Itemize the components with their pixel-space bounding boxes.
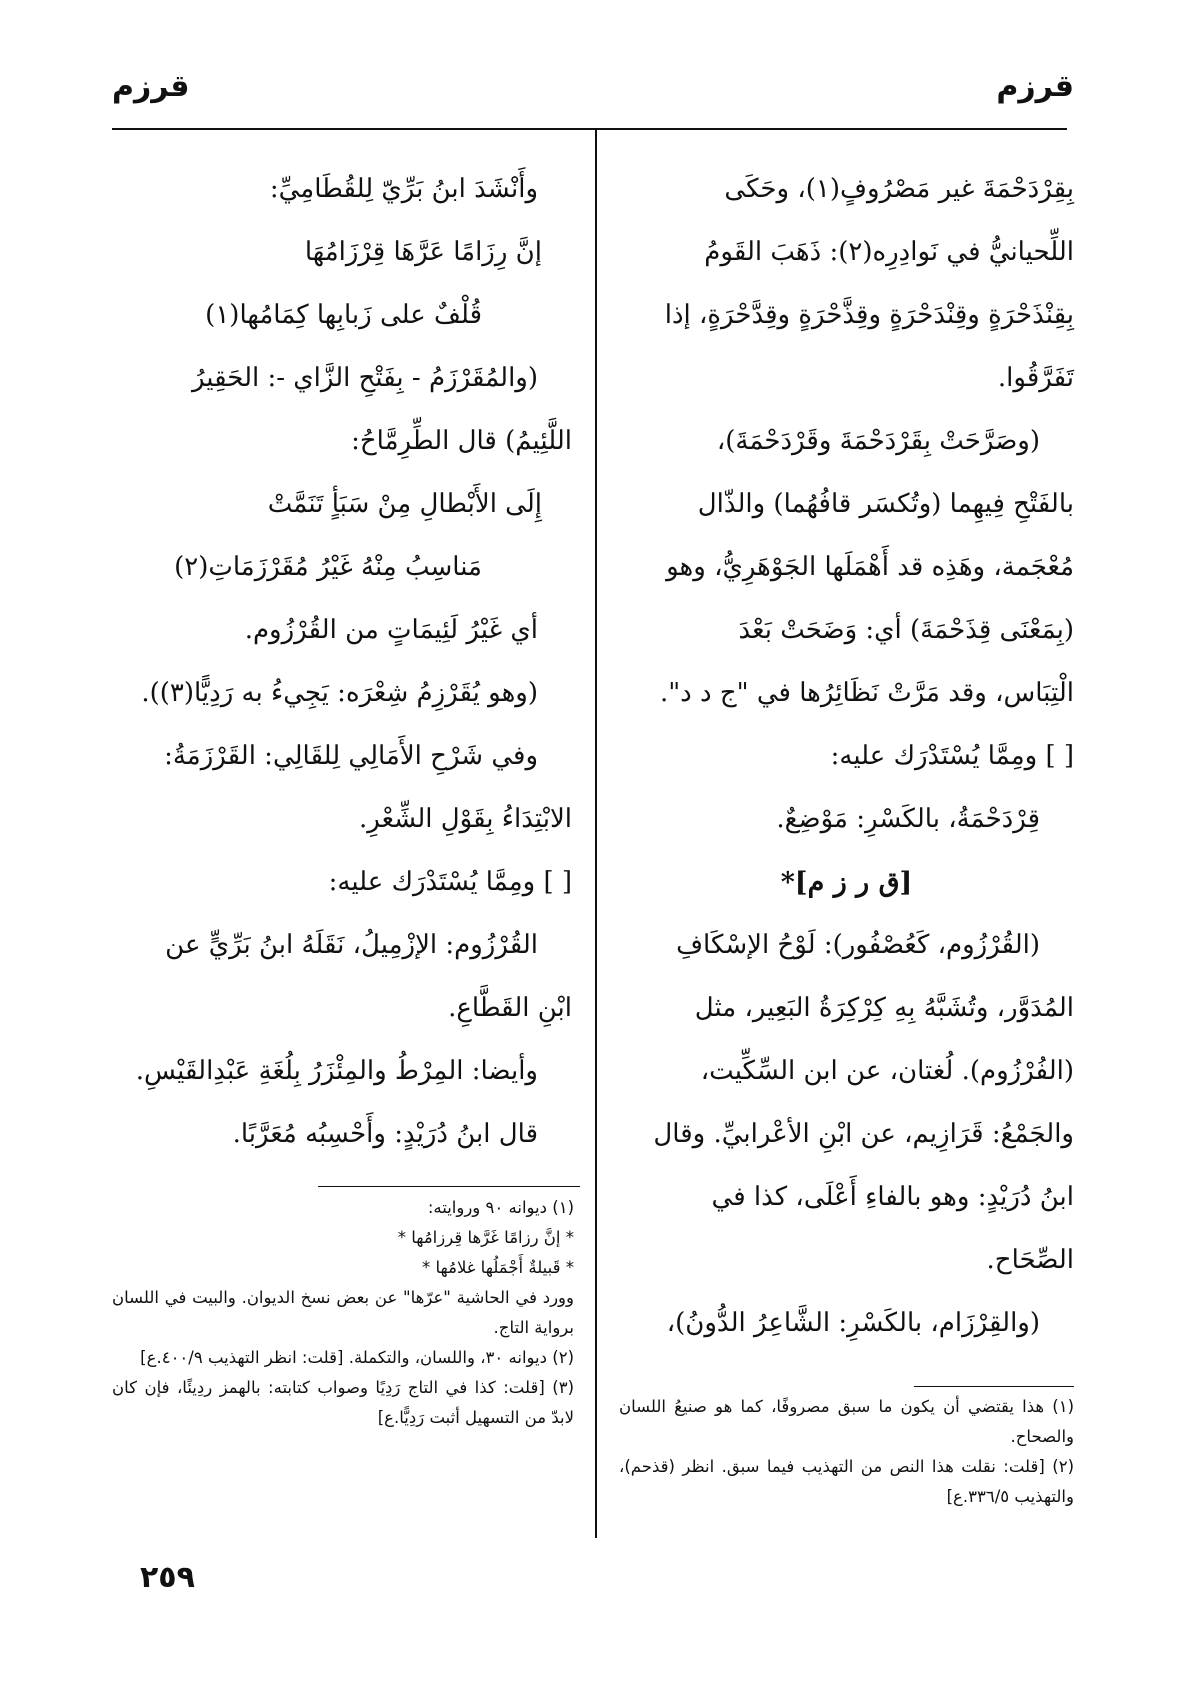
text-line: وفي شَرْحِ الأَمَالِي لِلقَالِي: القَرْزَمَةُ:: [164, 741, 538, 771]
text-line: قِرْدَحْمَةُ، بالكَسْرِ: مَوْضِعٌ.: [776, 804, 1040, 834]
text-line: اللِّحيانيُّ في نَوادِرِه(٢): ذَهَبَ القَومُ: [704, 237, 1074, 267]
text-line: الصِّحَاح.: [986, 1245, 1074, 1275]
text-line: (بِمَعْنَى قِذَحْمَةَ) أي: وَضَحَتْ بَعْدَ: [738, 615, 1074, 645]
footnote: * إنَّ رزامًا غَرَّها قِرزامُها *: [397, 1228, 574, 1247]
text-line: (وصَرَّحَتْ بِقَرْدَحْمَةَ وقَرْدَحْمَةَ)،: [716, 426, 1040, 456]
text-line: الْتِبَاس، وقد مَرَّتْ نَظَائِرُها في "ج د د".: [659, 678, 1074, 708]
verse-line: إنَّ رِزَامًا عَرَّهَا قِرْزَامُهَا: [304, 237, 542, 267]
text-line: (وهو يُقَرْزِمُ شِعْرَه: يَجِيءُ به رَدِيًّا(٣)).: [141, 678, 538, 708]
footnote-rule-right: [914, 1386, 1074, 1387]
footnotes-right: [619, 1392, 1074, 1512]
right-column: [619, 158, 1074, 1355]
text-line: ابنُ دُرَيْدٍ: وهو بالفاءِ أَعْلَى، كذا في: [711, 1182, 1074, 1212]
text-line: بِقِنْذَحْرَةٍ وقِنْدَحْرَةٍ وقِذَّحْرَةٍ وقِدَّحْرَةٍ، إذا: [664, 300, 1074, 330]
footnote: (٣) [قلت: كذا في التاج رَدِيًا وصواب كتابته: بالهمز ردِيئًا، فإن كان لابدّ من التسهيل أثبت رَدِيًّا.ع]: [112, 1378, 574, 1427]
text-line: وأيضا: المِرْطُ والمِئْزَرُ بِلُغَةِ عَبْدِالقَيْسِ.: [135, 1056, 538, 1086]
footnote: (٢) ديوانه ٣٠، واللسان، والتكملة. [قلت: انظر التهذيب ٤٠٠/٩.ع]: [140, 1348, 574, 1367]
footnotes-left: [112, 1193, 574, 1433]
text-line: [ ] ومِمَّا يُسْتَدْرَك عليه:: [328, 867, 572, 897]
header-rule: [112, 128, 1067, 130]
text-line: (والقِرْزَام، بالكَسْرِ: الشَّاعِرُ الدُّونُ)،: [666, 1308, 1040, 1338]
text-line: ابْنِ القَطَّاعِ.: [448, 993, 572, 1023]
text-line: مُعْجَمة، وهَذِه قد أَهْمَلَها الجَوْهَرِيُّ، وهو: [666, 552, 1074, 582]
text-line: الابْتِدَاءُ بِقَوْلِ الشِّعْرِ.: [359, 804, 572, 834]
text-line: اللَّئِيمُ) قال الطِّرِمَّاحُ:: [351, 426, 572, 456]
text-line: المُدَوَّر، وتُشَبَّهُ بِهِ كِرْكِرَةُ البَعِير، مثل: [694, 993, 1074, 1023]
page-number: ٢٥٩: [140, 1560, 195, 1595]
text-line: بِقِرْدَحْمَةَ غير مَصْرُوفٍ(١)، وحَكَى: [724, 174, 1074, 204]
left-column: [112, 158, 572, 1166]
text-line: [ ] ومِمَّا يُسْتَدْرَك عليه:: [830, 741, 1074, 771]
entry-heading: [ق ر ز م]*: [780, 867, 913, 898]
footnote: وورد في الحاشية "عرّها" عن بعض نسخ الديوان. والبيت في اللسان برواية التاج.: [112, 1288, 574, 1337]
footnote: (٢) [قلت: نقلت هذا النص من التهذيب فيما سبق. انظر (قذحم)، والتهذيب ٣٣٦/٥.ع]: [619, 1457, 1074, 1506]
text-line: قال ابنُ دُرَيْدٍ: وأَحْسِبُه مُعَرَّبًا.: [232, 1119, 538, 1149]
column-divider: [595, 128, 597, 1538]
text-line: القُرْزُوم: الإزْمِيلُ، نَقَلَهُ ابنُ بَرِّيٍّ عن: [165, 930, 538, 960]
text-line: (والمُقَرْزَمُ - بِفَتْحِ الزَّاي -: الحَقِيرُ: [191, 363, 538, 393]
footnote-rule-left: [318, 1186, 580, 1187]
running-header-left: قرزم: [112, 69, 190, 104]
verse-line: إِلَى الأَبْطالِ مِنْ سَبَأٍ تَنَمَّتْ: [267, 489, 542, 519]
verse-line: قُلْفٌ على زَبابِها كِمَامُها(١): [205, 300, 482, 330]
text-line: (القُرْزُوم، كَعُصْفُور): لَوْحُ الإسْكَافِ: [676, 930, 1040, 960]
text-line: تَفَرَّقُوا.: [997, 363, 1074, 393]
footnote: (١) ديوانه ٩٠ وروايته:: [427, 1198, 574, 1217]
text-line: بالفَتْحِ فِيهِما (وتُكسَر قافُهُما) والذّال: [697, 489, 1074, 519]
text-line: أي غَيْرُ لَئِيمَاتٍ من القُرْزُوم.: [244, 615, 538, 645]
verse-line: مَناسِبُ مِنْهُ غَيْرُ مُقَرْزَمَاتِ(٢): [174, 552, 482, 582]
running-header-right: قرزم: [996, 69, 1074, 104]
footnote: * قَبيلةٌ أَجْمَلُها غلامُها *: [422, 1258, 574, 1277]
footnote: (١) هذا يقتضي أن يكون ما سبق مصروفًا، كما هو صنيعُ اللسان والصحاح.: [619, 1397, 1074, 1446]
text-line: والجَمْعُ: قَرَازِيم، عن ابْنِ الأعْرابيِّ. وقال: [653, 1119, 1074, 1149]
text-line: (الفُرْزُوم). لُغتان، عن ابن السِّكِّيت،: [700, 1056, 1074, 1086]
text-line: وأَنْشَدَ ابنُ بَرِّيّ لِلقُطَامِيِّ:: [269, 174, 538, 204]
